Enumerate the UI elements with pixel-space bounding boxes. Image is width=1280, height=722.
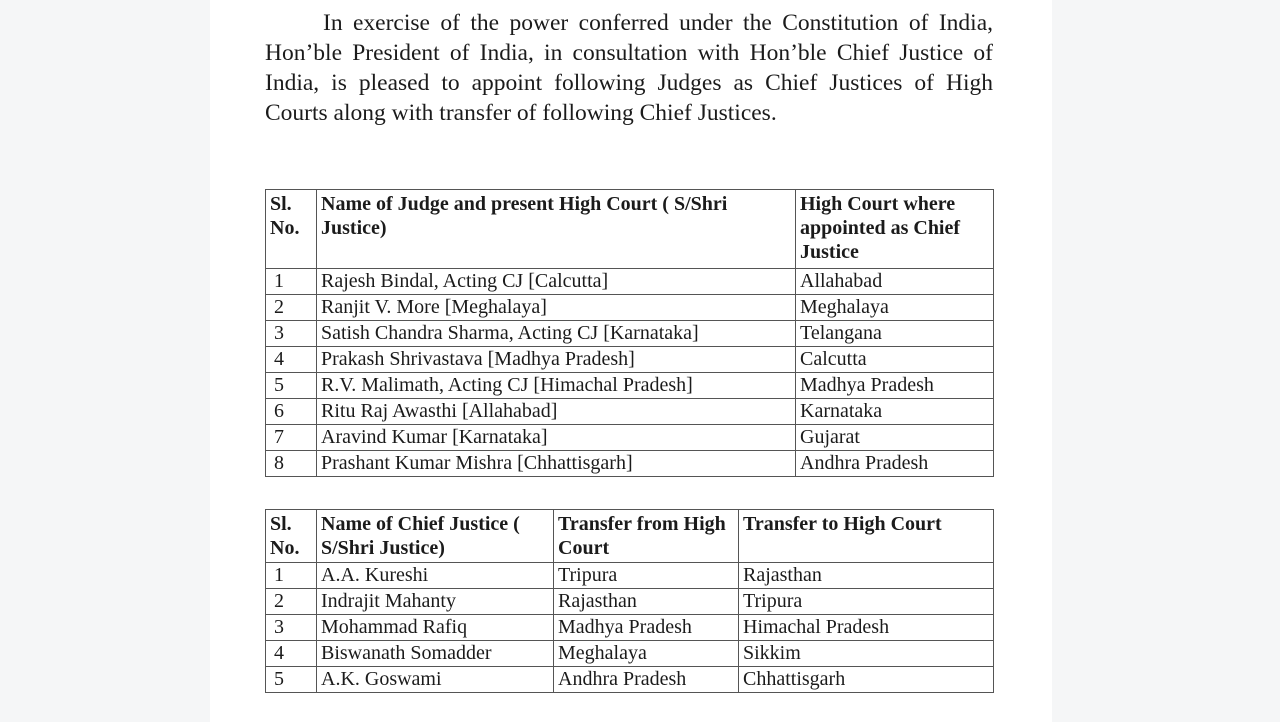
cell-name: Biswanath Somadder [317,641,554,667]
cell-to: Himachal Pradesh [739,615,994,641]
cell-from: Meghalaya [554,641,739,667]
cell-sl: 4 [266,347,317,373]
cell-name: Mohammad Rafiq [317,615,554,641]
cell-sl: 1 [266,563,317,589]
cell-court: Gujarat [796,425,994,451]
table-row [266,321,994,347]
appointments-body [266,269,994,477]
cell-to: Tripura [739,589,994,615]
cell-sl: 5 [266,667,317,693]
table-row [266,399,994,425]
cell-to: Rajasthan [739,563,994,589]
cell-name: Rajesh Bindal, Acting CJ [Calcutta] [317,269,796,295]
table-row [266,269,994,295]
header-sl-no: Sl. No. [266,510,317,563]
cell-court: Meghalaya [796,295,994,321]
table-row [266,563,994,589]
cell-sl: 6 [266,399,317,425]
table-row [266,589,994,615]
cell-sl: 7 [266,425,317,451]
cell-from: Rajasthan [554,589,739,615]
table-row [266,295,994,321]
cell-name: A.K. Goswami [317,667,554,693]
transfers-body [266,563,994,693]
cell-name: R.V. Malimath, Acting CJ [Himachal Pradesh] [317,373,796,399]
cell-court: Andhra Pradesh [796,451,994,477]
cell-name: Ritu Raj Awasthi [Allahabad] [317,399,796,425]
cell-sl: 3 [266,615,317,641]
cell-from: Tripura [554,563,739,589]
intro-paragraph: In exercise of the power conferred under the Constitution of India, Hon’ble President of India, in consultation with Hon’ble Chief Justice of India, is pleased to appoint following Judges as Chief Justices of High Courts along with transfer of following Chief Justices. [265,10,993,126]
header-appointed-court: High Court where appointed as Chief Justice [796,190,994,269]
header-transfer-from: Transfer from High Court [554,510,739,563]
cell-court: Karnataka [796,399,994,425]
cell-court: Allahabad [796,269,994,295]
header-chief-justice-name: Name of Chief Justice ( S/Shri Justice) [317,510,554,563]
table-row [266,615,994,641]
cell-sl: 1 [266,269,317,295]
cell-court: Telangana [796,321,994,347]
table-header-row [266,190,994,269]
cell-court: Calcutta [796,347,994,373]
cell-sl: 8 [266,451,317,477]
table-row [266,667,994,693]
appointments-table [265,189,994,477]
document-page [210,0,1052,722]
cell-from: Andhra Pradesh [554,667,739,693]
cell-to: Chhattisgarh [739,667,994,693]
table-row [266,641,994,667]
header-judge-name: Name of Judge and present High Court ( S/Shri Justice) [317,190,796,269]
cell-court: Madhya Pradesh [796,373,994,399]
cell-sl: 2 [266,295,317,321]
table-header-row [266,510,994,563]
header-sl-no: Sl. No. [266,190,317,269]
cell-name: Indrajit Mahanty [317,589,554,615]
cell-name: Ranjit V. More [Meghalaya] [317,295,796,321]
table-row [266,347,994,373]
cell-name: Satish Chandra Sharma, Acting CJ [Karnataka] [317,321,796,347]
cell-from: Madhya Pradesh [554,615,739,641]
table-row [266,425,994,451]
table-row [266,373,994,399]
cell-sl: 3 [266,321,317,347]
cell-name: A.A. Kureshi [317,563,554,589]
header-transfer-to: Transfer to High Court [739,510,994,563]
transfers-table [265,509,994,693]
cell-name: Prakash Shrivastava [Madhya Pradesh] [317,347,796,373]
cell-name: Prashant Kumar Mishra [Chhattisgarh] [317,451,796,477]
cell-sl: 2 [266,589,317,615]
cell-sl: 4 [266,641,317,667]
table-row [266,451,994,477]
cell-sl: 5 [266,373,317,399]
cell-to: Sikkim [739,641,994,667]
cell-name: Aravind Kumar [Karnataka] [317,425,796,451]
